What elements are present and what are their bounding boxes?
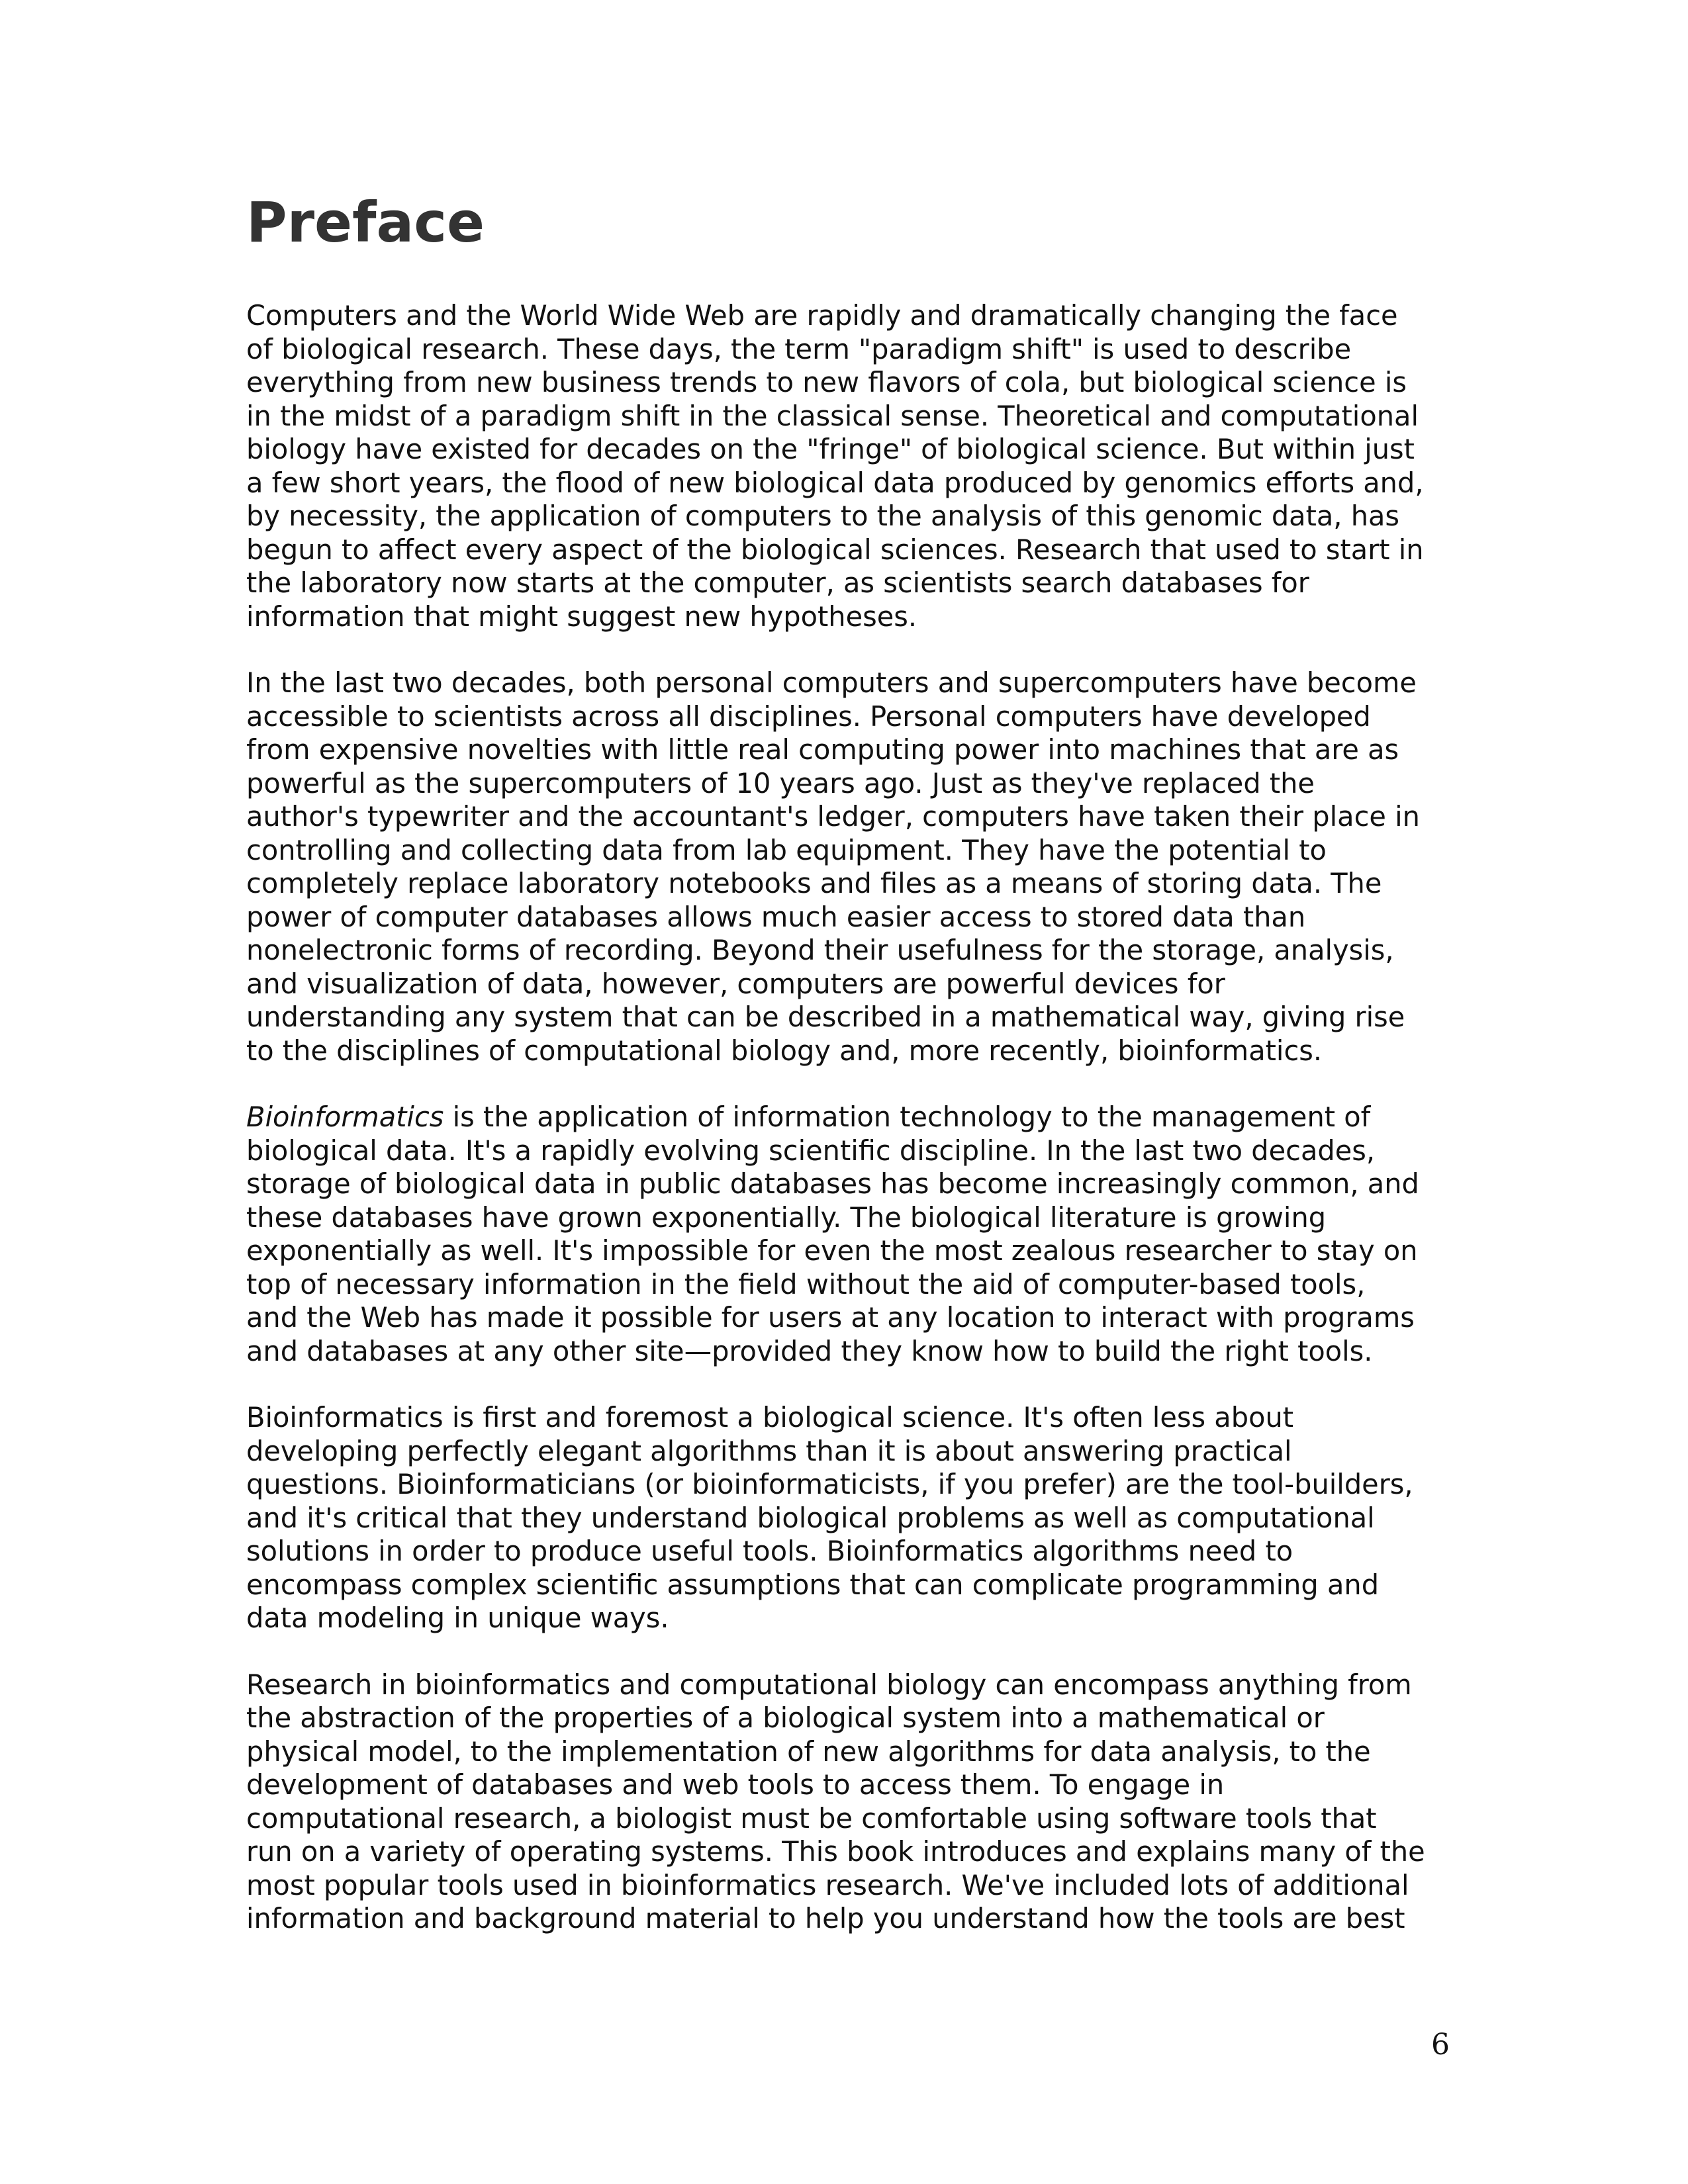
paragraph-2	[246, 666, 1458, 1068]
text-line: information that might suggest new hypotheses.	[246, 600, 917, 633]
text-line: Computers and the World Wide Web are rapidly and dramatically changing the face	[246, 299, 1398, 332]
text-line: and the Web has made it possible for users at any location to interact with programs	[246, 1301, 1415, 1334]
bioinformatics-term: Bioinformatics	[246, 1101, 444, 1133]
text-line: and visualization of data, however, computers are powerful devices for	[246, 967, 1225, 1000]
paragraph-5	[246, 1668, 1458, 1936]
text-line: the abstraction of the properties of a biological system into a mathematical or	[246, 1702, 1325, 1734]
text-line: encompass complex scientific assumptions that can complicate programming and	[246, 1568, 1380, 1601]
text-line: solutions in order to produce useful tools. Bioinformatics algorithms need to	[246, 1535, 1293, 1567]
text-line: author's typewriter and the accountant's ledger, computers have taken their place in	[246, 800, 1420, 833]
paragraph-1	[246, 299, 1458, 633]
page-title: Preface	[246, 190, 485, 255]
text-line: to the disciplines of computational biology and, more recently, bioinformatics.	[246, 1034, 1323, 1067]
text-line: from expensive novelties with little real computing power into machines that are as	[246, 733, 1399, 766]
text-line: completely replace laboratory notebooks and files as a means of storing data. The	[246, 867, 1382, 899]
paragraph-3	[246, 1101, 1458, 1368]
text-line: storage of biological data in public databases has become increasingly common, and	[246, 1167, 1419, 1200]
paragraph-4	[246, 1401, 1458, 1635]
text-line: questions. Bioinformaticians (or bioinformaticists, if you prefer) are the tool-builders,	[246, 1468, 1413, 1500]
page-number: 6	[1431, 2028, 1450, 2062]
text-line: by necessity, the application of computers to the analysis of this genomic data, has	[246, 500, 1400, 532]
preface-body	[246, 299, 1458, 1969]
text-line: and databases at any other site—provided they know how to build the right tools.	[246, 1334, 1373, 1367]
text-line: physical model, to the implementation of new algorithms for data analysis, to the	[246, 1735, 1371, 1768]
text-line: the laboratory now starts at the computer, as scientists search databases for	[246, 567, 1309, 599]
text-line: developing perfectly elegant algorithms than it is about answering practical	[246, 1434, 1292, 1467]
text-line: information and background material to help you understand how the tools are best	[246, 1902, 1405, 1934]
text-fragment: is the application of information technology to the management of	[444, 1101, 1371, 1133]
text-line: these databases have grown exponentially. The biological literature is growing	[246, 1201, 1327, 1234]
text-line: controlling and collecting data from lab equipment. They have the potential to	[246, 833, 1327, 866]
text-line: of biological research. These days, the term "paradigm shift" is used to describe	[246, 332, 1352, 365]
text-line: In the last two decades, both personal computers and supercomputers have become	[246, 666, 1417, 699]
text-line: understanding any system that can be described in a mathematical way, giving rise	[246, 1001, 1405, 1033]
text-line: biology have existed for decades on the "fringe" of biological science. But within just	[246, 433, 1415, 465]
text-line: Bioinformatics is first and foremost a biological science. It's often less about	[246, 1401, 1294, 1433]
text-line: top of necessary information in the field without the aid of computer-based tools,	[246, 1267, 1366, 1300]
text-line: data modeling in unique ways.	[246, 1602, 669, 1634]
text-line: computational research, a biologist must be comfortable using software tools that	[246, 1801, 1377, 1835]
text-line: everything from new business trends to new flavors of cola, but biological science is	[246, 366, 1407, 398]
text-line: and it's critical that they understand biological problems as well as computational	[246, 1501, 1375, 1534]
text-line: exponentially as well. It's impossible for even the most zealous researcher to stay on	[246, 1234, 1418, 1267]
text-line: run on a variety of operating systems. This book introduces and explains many of the	[246, 1835, 1425, 1868]
text-line: in the midst of a paradigm shift in the classical sense. Theoretical and computational	[246, 399, 1419, 432]
text-line: powerful as the supercomputers of 10 years ago. Just as they've replaced the	[246, 766, 1315, 799]
text-line: accessible to scientists across all disciplines. Personal computers have developed	[246, 700, 1371, 733]
text-line: biological data. It's a rapidly evolving scientific discipline. In the last two decades,	[246, 1134, 1376, 1167]
text-line	[246, 1101, 1458, 1134]
text-line: begun to affect every aspect of the biological sciences. Research that used to start in	[246, 533, 1424, 566]
text-line: nonelectronic forms of recording. Beyond their usefulness for the storage, analysis,	[246, 934, 1394, 966]
text-line: Research in bioinformatics and computational biology can encompass anything from	[246, 1668, 1412, 1701]
text-line: a few short years, the flood of new biological data produced by genomics efforts and,	[246, 466, 1424, 499]
text-line: most popular tools used in bioinformatics research. We've included lots of additional	[246, 1868, 1409, 1901]
text-line: power of computer databases allows much easier access to stored data than	[246, 900, 1306, 933]
text-line: development of databases and web tools to access them. To engage in	[246, 1768, 1225, 1801]
